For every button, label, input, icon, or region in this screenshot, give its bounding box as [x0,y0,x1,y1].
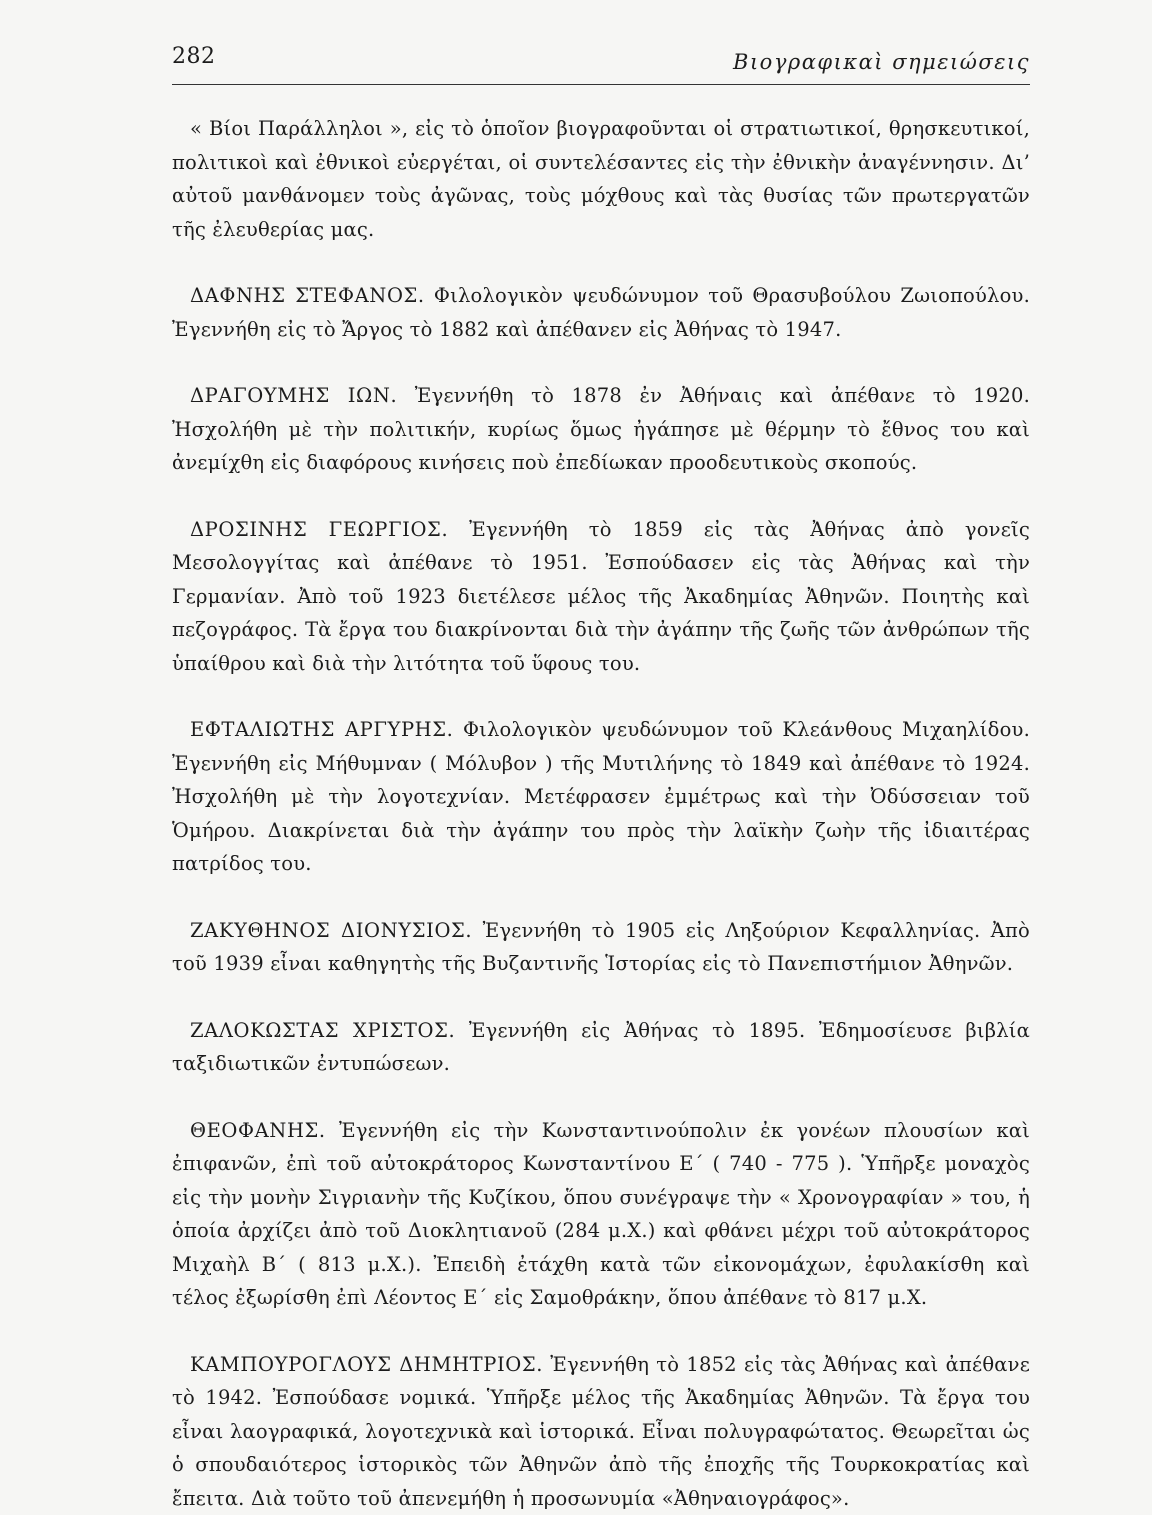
entry-name: ΖΑΛΟΚΩΣΤΑΣ ΧΡΙΣΤΟΣ. [190,1019,455,1042]
running-title: Βιογραφικαὶ σημειώσεις [733,50,1030,74]
entry-name: ΕΦΤΑΛΙΩΤΗΣ ΑΡΓΥΡΗΣ. [190,718,453,741]
entry-theofanis [172,1114,1030,1315]
entry-kambouroglous [172,1348,1030,1515]
page-body [172,112,1030,1515]
entry-text: Ἐγεννήθη τὸ 1905 εἰς Ληξούριον Κεφαλληνίας. Ἀπὸ τοῦ 1939 εἶναι καθηγητὴς τῆς Βυζαντινῆς Ἱστορίας εἰς τὸ Πανεπιστήμιον Ἀθηνῶν. [172,919,1030,976]
intro-paragraph: « Βίοι Παράλληλοι », εἰς τὸ ὁποῖον βιογραφοῦνται οἱ στρατιωτικοί, θρησκευτικοί, πολιτικοὶ καὶ ἐθνικοὶ εὐεργέται, οἱ συντελέσαντες εἰς τὴν ἐθνικὴν ἀναγέννησιν. Δι’ αὐτοῦ μανθάνομεν τοὺς ἀγῶνας, τοὺς μόχθους καὶ τὰς θυσίας τῶν πρωτεργατῶν τῆς ἐλευθερίας μας. [172,112,1030,246]
entry-text: Ἐγεννήθη τὸ 1878 ἐν Ἀθήναις καὶ ἀπέθανε τὸ 1920. Ἠσχολήθη μὲ τὴν πολιτικήν, κυρίως ὅμως ἠγάπησε μὲ θέρμην τὸ ἔθνος του καὶ ἀνεμίχθη εἰς διαφόρους κινήσεις ποὺ ἐπεδίωκαν προοδευτικοὺς σκοπούς. [172,384,1030,474]
entry-dafnis [172,279,1030,346]
entry-text: Ἐγεννήθη τὸ 1859 εἰς τὰς Ἀθήνας ἀπὸ γονεῖς Μεσολογγίτας καὶ ἀπέθανε τὸ 1951. Ἐσπούδασεν εἰς τὰς Ἀθήνας καὶ τὴν Γερμανίαν. Ἀπὸ τοῦ 1923 διετέλεσε μέλος τῆς Ἀκαδημίας Ἀθηνῶν. Ποιητὴς καὶ πεζογράφος. Τὰ ἔργα του διακρίνονται διὰ τὴν ἀγάπην τῆς ζωῆς τῶν ἀνθρώπων τῆς ὑπαίθρου καὶ διὰ τὴν λιτότητα τοῦ ὕφους του. [172,518,1030,675]
page-header [172,44,1030,80]
entry-text: Φιλολογικὸν ψευδώνυμον τοῦ Κλεάνθους Μιχαηλίδου. Ἐγεννήθη εἰς Μήθυμναν ( Μόλυβον ) τῆς Μυτιλήνης τὸ 1849 καὶ ἀπέθανε τὸ 1924. Ἠσχολήθη μὲ τὴν λογοτεχνίαν. Μετέφρασεν ἐμμέτρως καὶ τὴν Ὀδύσσειαν τοῦ Ὁμήρου. Διακρίνεται διὰ τὴν ἀγάπην του πρὸς τὴν λαϊκὴν ζωὴν τῆς ἰδιαιτέρας πατρίδος του. [172,718,1030,875]
entry-zalokostas [172,1014,1030,1081]
entry-text: Ἐγεννήθη εἰς Ἀθήνας τὸ 1895. Ἐδημοσίευσε βιβλία ταξιδιωτικῶν ἐντυπώσεων. [172,1019,1030,1076]
entry-eftaliotis [172,713,1030,881]
entry-name: ΔΑΦΝΗΣ ΣΤΕΦΑΝΟΣ. [190,284,425,307]
entry-name: ΖΑΚΥΘΗΝΟΣ ΔΙΟΝΥΣΙΟΣ. [190,919,472,942]
entry-name: ΔΡΑΓΟΥΜΗΣ ΙΩΝ. [190,384,397,407]
entry-name: ΔΡΟΣΙΝΗΣ ΓΕΩΡΓΙΟΣ. [190,518,448,541]
entry-name: ΘΕΟΦΑΝΗΣ. [190,1119,326,1142]
entry-text: Ἐγεννήθη τὸ 1852 εἰς τὰς Ἀθήνας καὶ ἀπέθανε τὸ 1942. Ἐσπούδασε νομικά. Ὑπῆρξε μέλος τῆς Ἀκαδημίας Ἀθηνῶν. Τὰ ἔργα του εἶναι λαογραφικά, λογοτεχνικὰ καὶ ἱστορικά. Εἶναι πολυγραφώτατος. Θεωρεῖται ὡς ὁ σπουδαιότερος ἱστορικὸς τῶν Ἀθηνῶν ἀπὸ τῆς ἐποχῆς τῆς Τουρκοκρατίας καὶ ἔπειτα. Διὰ τοῦτο τοῦ ἀπενεμήθη ἡ προσωνυμία «Ἀθηναιογράφος». [172,1353,1030,1510]
entry-zakythinos [172,914,1030,981]
page-number: 282 [172,44,216,69]
entry-drosinis [172,513,1030,681]
header-rule [172,84,1030,85]
entry-dragoumis [172,379,1030,480]
entry-text: Ἐγεννήθη εἰς τὴν Κωνσταντινούπολιν ἐκ γονέων πλουσίων καὶ ἐπιφανῶν, ἐπὶ τοῦ αὐτοκράτορος Κωνσταντίνου Ε΄ ( 740 - 775 ). Ὑπῆρξε μοναχὸς εἰς τὴν μονὴν Σιγριανὴν τῆς Κυζίκου, ὅπου συνέγραψε τὴν « Χρονογραφίαν » του, ἡ ὁποία ἀρχίζει ἀπὸ τοῦ Διοκλητιανοῦ (284 μ.Χ.) καὶ φθάνει μέχρι τοῦ αὐτοκράτορος Μιχαὴλ Β΄ ( 813 μ.Χ.). Ἐπειδὴ ἐτάχθη κατὰ τῶν εἰκονομάχων, ἐφυλακίσθη καὶ τέλος ἐξωρίσθη ἐπὶ Λέοντος Ε΄ εἰς Σαμοθράκην, ὅπου ἀπέθανε τὸ 817 μ.Χ. [172,1119,1030,1310]
entry-name: ΚΑΜΠΟΥΡΟΓΛΟΥΣ ΔΗΜΗΤΡΙΟΣ. [190,1353,543,1376]
entry-text: Φιλολογικὸν ψευδώνυμον τοῦ Θρασυβούλου Ζωιοπούλου. Ἐγεννήθη εἰς τὸ Ἄργος τὸ 1882 καὶ ἀπέθανεν εἰς Ἀθήνας τὸ 1947. [172,284,1030,341]
